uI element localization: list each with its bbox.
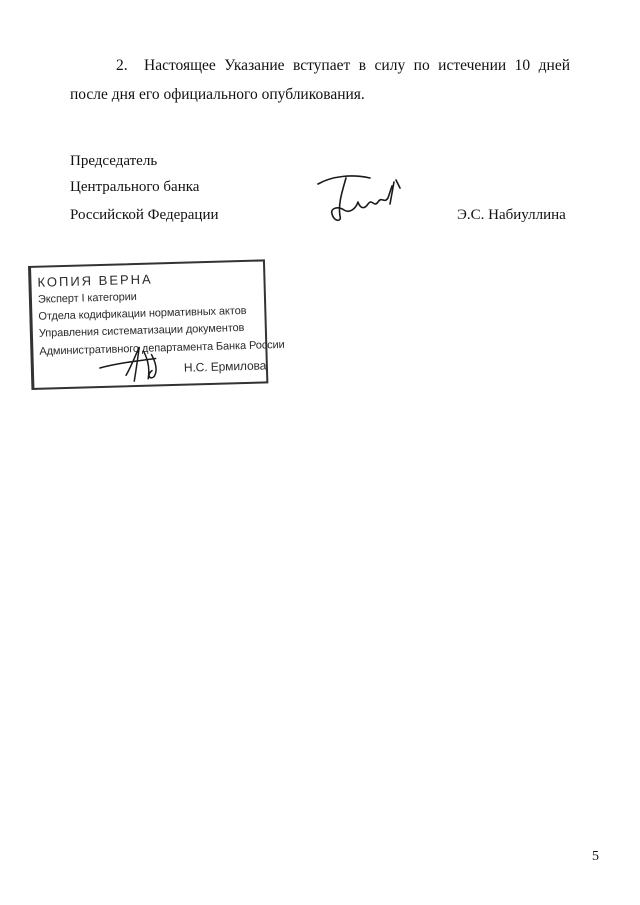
paragraph-number: 2. — [116, 57, 128, 74]
stamp-line-position: Эксперт I категории — [37, 290, 137, 306]
stamp-heading: КОПИЯ ВЕРНА — [37, 271, 153, 290]
stamp-name: Н.С. Ермилова — [183, 358, 267, 375]
page-number: 5 — [592, 849, 599, 864]
handwritten-signature — [312, 168, 404, 226]
signatory-title-line2: Центрального банка — [70, 179, 200, 195]
stamp-line-department: Отдела кодификации нормативных актов — [38, 304, 247, 323]
certification-stamp — [28, 259, 285, 390]
paragraph-2 — [70, 51, 570, 109]
signatory-title-line3: Российской Федерации — [70, 207, 219, 223]
stamp-line-directorate: Управления систематизации документов — [38, 321, 245, 340]
stamp-signature — [95, 344, 186, 386]
signatory-name: Э.С. Набиуллина — [457, 207, 566, 223]
signatory-title-line1: Председатель — [70, 153, 158, 169]
paragraph-text: Настоящее Указание вступает в силу по истечении 10 дней после дня его официального опубликования. — [70, 57, 570, 103]
stamp-line-bank-department: Административного департамента Банка России — [39, 338, 285, 358]
